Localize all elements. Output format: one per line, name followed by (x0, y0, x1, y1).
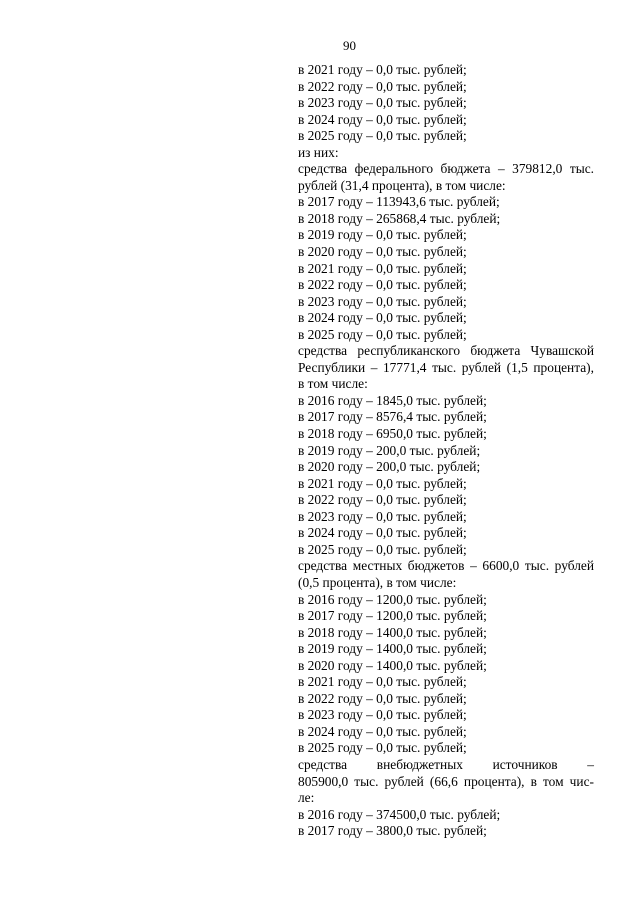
page-number: 90 (343, 38, 356, 53)
text-line: в 2017 году – 113943,6 тыс. рублей; (298, 194, 500, 210)
text-line: средства республиканского бюджета Чувашской (298, 343, 594, 359)
text-line: в 2021 году – 0,0 тыс. рублей; (298, 260, 467, 276)
text-line: в 2017 году – 3800,0 тыс. рублей; (298, 823, 487, 839)
text-line: в 2020 году – 1400,0 тыс. рублей; (298, 657, 487, 673)
text-line: в 2022 году – 0,0 тыс. рублей; (298, 78, 467, 94)
text-line: в 2017 году – 8576,4 тыс. рублей; (298, 409, 487, 425)
text-line: в 2022 году – 0,0 тыс. рублей; (298, 492, 467, 508)
text-line: в 2016 году – 1200,0 тыс. рублей; (298, 591, 487, 607)
text-line: в 2018 году – 6950,0 тыс. рублей; (298, 426, 487, 442)
text-line: в 2024 году – 0,0 тыс. рублей; (298, 111, 467, 127)
text-line: в 2021 году – 0,0 тыс. рублей; (298, 475, 467, 491)
text-line: в 2024 году – 0,0 тыс. рублей; (298, 525, 467, 541)
text-line: 805900,0 тыс. рублей (66,6 процента), в том чис- (298, 773, 594, 789)
text-line: в 2025 году – 0,0 тыс. рублей; (298, 326, 467, 342)
text-line: в 2019 году – 200,0 тыс. рублей; (298, 442, 481, 458)
text-line: в 2024 году – 0,0 тыс. рублей; (298, 310, 467, 326)
text-line: в 2018 году – 265868,4 тыс. рублей; (298, 210, 501, 226)
text-line: средства местных бюджетов – 6600,0 тыс. рублей (298, 558, 594, 574)
text-line: в 2022 году – 0,0 тыс. рублей; (298, 690, 467, 706)
text-line: в 2025 году – 0,0 тыс. рублей; (298, 128, 467, 144)
text-line: в 2016 году – 374500,0 тыс. рублей; (298, 806, 501, 822)
text-line: в том числе: (298, 376, 368, 392)
text-line: в 2023 году – 0,0 тыс. рублей; (298, 95, 467, 111)
text-line: ле: (298, 790, 315, 806)
text-line: в 2021 году – 0,0 тыс. рублей; (298, 62, 467, 77)
text-line: в 2021 году – 0,0 тыс. рублей; (298, 674, 467, 690)
text-line: в 2023 году – 0,0 тыс. рублей; (298, 293, 467, 309)
text-line: в 2025 году – 0,0 тыс. рублей; (298, 541, 467, 557)
text-line: из них: (298, 144, 339, 160)
text-line: в 2020 году – 0,0 тыс. рублей; (298, 244, 467, 260)
text-line: в 2023 году – 0,0 тыс. рублей; (298, 508, 467, 524)
text-line: в 2017 году – 1200,0 тыс. рублей; (298, 608, 487, 624)
text-line: в 2025 году – 0,0 тыс. рублей; (298, 740, 467, 756)
text-line: в 2019 году – 0,0 тыс. рублей; (298, 227, 467, 243)
text-line: в 2020 году – 200,0 тыс. рублей; (298, 459, 481, 475)
text-line: в 2022 году – 0,0 тыс. рублей; (298, 277, 467, 293)
text-line: рублей (31,4 процента), в том числе: (298, 177, 506, 193)
text-line: средства внебюджетных источников – (298, 756, 594, 772)
text-line: средства федерального бюджета – 379812,0 тыс. (298, 161, 594, 177)
text-line: в 2023 году – 0,0 тыс. рублей; (298, 707, 467, 723)
text-line: в 2016 году – 1845,0 тыс. рублей; (298, 392, 487, 408)
text-line: в 2024 году – 0,0 тыс. рублей; (298, 723, 467, 739)
text-line: Республики – 17771,4 тыс. рублей (1,5 процента), (298, 359, 594, 375)
text-line: (0,5 процента), в том числе: (298, 574, 457, 590)
document-body (298, 62, 594, 840)
text-line: в 2018 году – 1400,0 тыс. рублей; (298, 624, 487, 640)
text-line: в 2019 году – 1400,0 тыс. рублей; (298, 641, 487, 657)
